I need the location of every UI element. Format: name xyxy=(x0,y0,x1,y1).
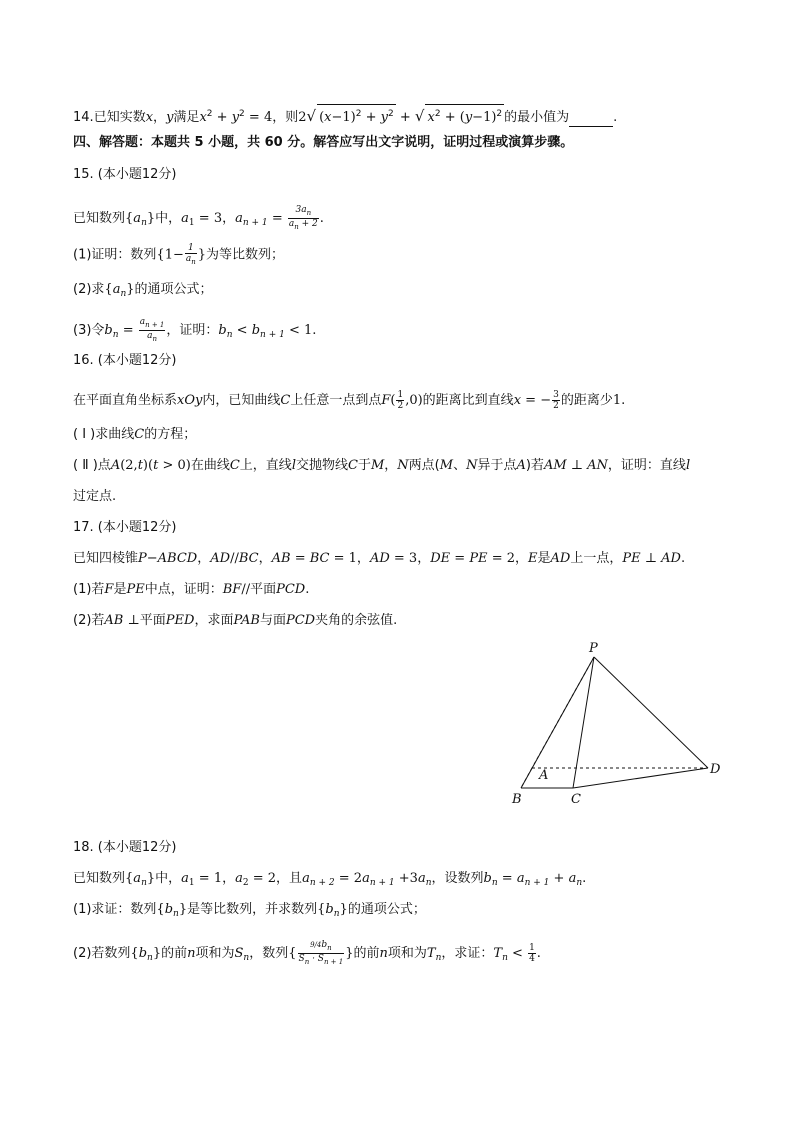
q15-header: 15. (本小题12分) xyxy=(73,167,177,182)
q17-part2: (2)若AB ⊥平面PED，求面PAB与面PCD夹角的余弦值. xyxy=(73,613,398,628)
q18-part1: (1)求证：数列$\{b_n\}$是等比数列，并求数列$\{b_n\}$的通项公式； xyxy=(73,902,426,919)
q16-header: 16. (本小题12分) xyxy=(73,353,177,368)
q15-part2: (2)求$\{a_n\}$的通项公式； xyxy=(73,282,213,299)
edge-pb xyxy=(521,657,594,788)
q14-line: 14.已知实数x，y满足$x^2 + y^2 = 4$，则2√ $(x-1)^2 + y^2$ + √ $x^2 + (y-1)^2$ 的最小值为 . xyxy=(73,104,617,127)
q16-part2-cont: 过定点. xyxy=(73,489,117,504)
q15-stem: 已知数列$\{a_n\}$中，$a_1 = 3$，$a_{n + 1}$ = $\frac{3a_n}{a_n + 2}$ . xyxy=(73,205,324,231)
q16-part2: ( Ⅱ )点A(2,t)(t > 0)在曲线C上，直线l交抛物线C于M，N两点(M、N异于点A)若AM ⊥ AN，证明：直线l xyxy=(73,458,691,473)
q18-part2: (2)若数列$\{b_n\}$的前n项和为$S_n$，数列{ $\frac{9/4b_n}{S_n \cdot S_{n + 1}}$ }的前n项和为$T_n$，求证：$T_n$ < $\frac{1}{4}$ . xyxy=(73,940,541,966)
q17-part1: (1)若F是PE中点，证明：BF//平面PCD. xyxy=(73,582,310,597)
q17-header: 17. (本小题12分) xyxy=(73,520,177,535)
section-heading: 四、解答题：本题共 5 小题，共 60 分。解答应写出文字说明，证明过程或演算步骤。 xyxy=(73,135,574,150)
q16-part1: ( Ⅰ )求曲线C的方程； xyxy=(73,427,197,442)
label-b: B xyxy=(512,792,522,807)
edge-ab xyxy=(521,768,532,788)
edge-pd xyxy=(594,657,708,768)
q18-stem: 已知数列$\{a_n\}$中，$a_1 = 1$，$a_2 = 2$，且$a_{n + 2} = 2a_{n + 1} +3a_n$，设数列$b_n = a_{n + 1} + a_n$. xyxy=(73,871,587,888)
edge-pc xyxy=(573,657,594,788)
q18-header: 18. (本小题12分) xyxy=(73,840,177,855)
label-d: D xyxy=(710,762,721,777)
answer-blank xyxy=(569,114,613,127)
q14-number: 14. xyxy=(73,110,94,125)
edge-cd xyxy=(573,768,708,788)
label-c: C xyxy=(571,792,581,807)
label-p: P xyxy=(589,641,598,656)
edge-pa xyxy=(532,657,594,768)
q16-stem: 在平面直角坐标系xOy内，已知曲线C上任意一点到点F( $\frac{1}{2}$ ,0)的距离比到直线x = − $\frac{3}{2}$ 的距离少1. xyxy=(73,390,626,411)
q17-stem: 已知四棱锥P−ABCD，AD//BC，AB = BC = 1，AD = 3，DE = PE = 2，E是AD上一点，PE ⊥ AD. xyxy=(73,551,686,566)
label-a: A xyxy=(539,768,549,783)
q15-part3: (3)令$b_n$ = $\frac{a_{n + 1}}{a_n}$ ，证明：$b_n < b_{n + 1} < 1$. xyxy=(73,317,317,343)
q15-part1: (1)证明：数列{1− $\frac{1}{a_n}$ }为等比数列； xyxy=(73,243,285,266)
